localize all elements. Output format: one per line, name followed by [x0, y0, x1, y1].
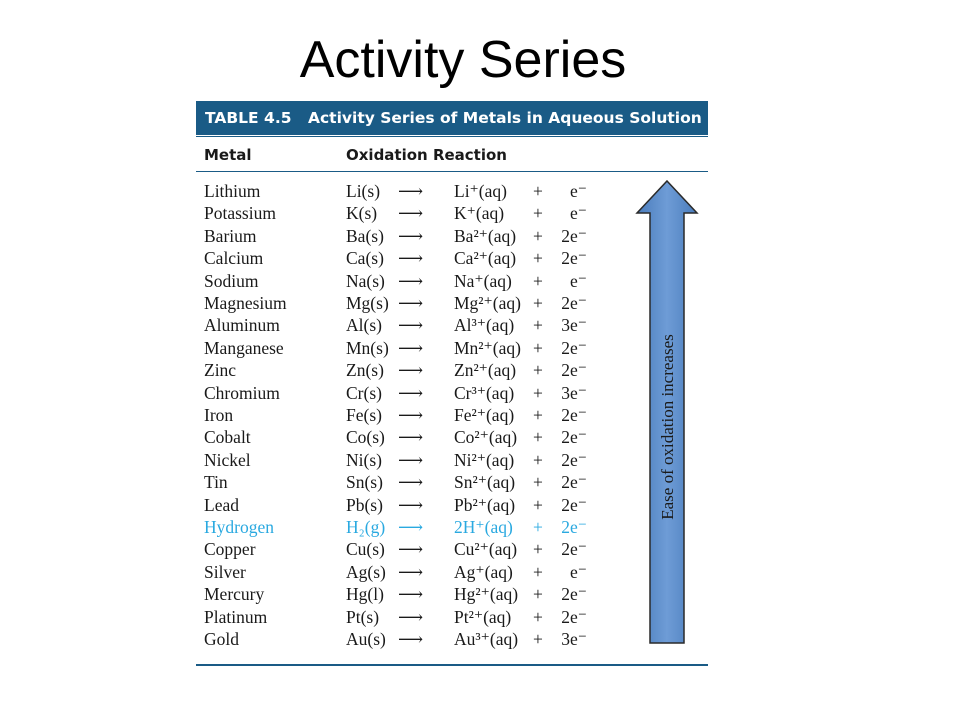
plus-sign: +: [533, 203, 543, 224]
reactant: Sn(s): [346, 472, 383, 493]
reactant: Pb(s): [346, 494, 383, 515]
plus-sign: +: [533, 517, 543, 537]
plus-sign: +: [533, 427, 543, 448]
reactant: Mg(s): [346, 293, 389, 313]
metal-name: Zinc: [204, 360, 237, 381]
reactant: Co(s): [346, 427, 385, 448]
reactant: Ca(s): [346, 248, 384, 269]
plus-sign: +: [533, 584, 543, 605]
metal-name: Chromium: [204, 382, 280, 403]
reaction-arrow: ⟶: [398, 382, 424, 403]
product: Mn²⁺(aq): [454, 337, 521, 358]
reaction-arrow: ⟶: [398, 248, 424, 269]
column-header-metal: Metal: [204, 146, 252, 164]
reaction-arrow: ⟶: [398, 315, 424, 336]
metal-name: Copper: [204, 539, 256, 560]
table-bottom-rule: [196, 664, 708, 666]
plus-sign: +: [533, 539, 543, 560]
column-header-top-rule: [196, 136, 708, 137]
electrons: 2e⁻: [561, 248, 587, 269]
slide-title: Activity Series: [299, 31, 627, 89]
product: Au³⁺(aq): [454, 629, 519, 649]
electrons: 3e⁻: [561, 629, 587, 649]
reactant: Li(s): [346, 181, 381, 201]
reaction-arrow: ⟶: [398, 606, 424, 627]
electrons: 3e⁻: [561, 382, 587, 403]
electrons: e⁻: [569, 203, 587, 224]
metal-name: Silver: [204, 561, 246, 582]
metal-name: Lead: [204, 494, 239, 515]
reaction-arrow: ⟶: [398, 517, 424, 537]
plus-sign: +: [533, 449, 543, 470]
product: Al³⁺(aq): [454, 315, 515, 336]
product: Cr³⁺(aq): [454, 382, 515, 403]
plus-sign: +: [533, 606, 543, 627]
product: Hg²⁺(aq): [454, 584, 519, 605]
electrons: e⁻: [569, 181, 587, 201]
reaction-arrow: ⟶: [398, 584, 424, 605]
reaction-arrow: ⟶: [398, 225, 424, 246]
electrons: 2e⁻: [561, 472, 587, 493]
plus-sign: +: [533, 629, 543, 649]
plus-sign: +: [533, 337, 543, 358]
product: Pb²⁺(aq): [454, 494, 516, 515]
reaction-arrow: ⟶: [398, 293, 424, 313]
product: Ba²⁺(aq): [454, 225, 517, 246]
reaction-arrow: ⟶: [398, 427, 424, 448]
reaction-arrow: ⟶: [398, 270, 424, 291]
product: Ni²⁺(aq): [454, 449, 515, 470]
product: Na⁺(aq): [454, 270, 512, 291]
plus-sign: +: [533, 270, 543, 291]
reaction-arrow: ⟶: [398, 181, 424, 201]
electrons: 2e⁻: [561, 606, 587, 627]
metal-name: Iron: [204, 405, 234, 425]
reactant: Hg(l): [346, 584, 384, 605]
reactant: Mn(s): [346, 337, 389, 358]
electrons: 2e⁻: [561, 337, 587, 358]
metal-name: Sodium: [204, 270, 259, 291]
electrons: e⁻: [569, 561, 587, 582]
product: Pt²⁺(aq): [454, 606, 512, 627]
plus-sign: +: [533, 225, 543, 246]
plus-sign: +: [533, 248, 543, 269]
reactant: Ni(s): [346, 449, 382, 470]
electrons: 2e⁻: [561, 360, 587, 381]
product: Ca²⁺(aq): [454, 248, 517, 269]
column-headers: [204, 144, 604, 168]
metal-name: Hydrogen: [204, 517, 274, 537]
reaction-arrow: ⟶: [398, 539, 424, 560]
table-caption: Activity Series of Metals in Aqueous Solution: [308, 109, 702, 127]
reaction-arrow: ⟶: [398, 203, 424, 224]
reactant: K(s): [346, 203, 378, 224]
electrons: 2e⁻: [561, 494, 587, 515]
plus-sign: +: [533, 405, 543, 425]
column-header-oxidation-reaction: Oxidation Reaction: [346, 146, 507, 164]
plus-sign: +: [533, 293, 543, 313]
reactant: Pt(s): [346, 606, 380, 627]
table-number: TABLE 4.5: [205, 109, 292, 127]
metal-name: Gold: [204, 629, 239, 649]
electrons: 2e⁻: [561, 539, 587, 560]
reactant: Cr(s): [346, 382, 382, 403]
plus-sign: +: [533, 360, 543, 381]
column-header-bottom-rule: [196, 171, 708, 172]
metal-name: Aluminum: [204, 315, 280, 336]
arrow-label-text: Ease of oxidation increases: [658, 334, 677, 520]
product: Zn²⁺(aq): [454, 360, 517, 381]
reactant: Zn(s): [346, 360, 384, 381]
electrons: 2e⁻: [561, 449, 587, 470]
reactant: Ba(s): [346, 225, 384, 246]
metal-name: Magnesium: [204, 293, 287, 313]
metal-name: Lithium: [204, 181, 261, 201]
product: Li⁺(aq): [454, 181, 507, 201]
reactant: Na(s): [346, 270, 385, 291]
electrons: 3e⁻: [561, 315, 587, 336]
electrons: 2e⁻: [561, 405, 587, 425]
metal-name: Nickel: [204, 449, 251, 470]
product: Cu²⁺(aq): [454, 539, 518, 560]
reactant: Fe(s): [346, 405, 382, 425]
plus-sign: +: [533, 382, 543, 403]
reaction-arrow: ⟶: [398, 360, 424, 381]
table-header-bar: [196, 101, 708, 135]
reactant: Al(s): [346, 315, 382, 336]
electrons: 2e⁻: [561, 427, 587, 448]
reaction-arrow: ⟶: [398, 449, 424, 470]
reaction-arrow: ⟶: [398, 472, 424, 493]
plus-sign: +: [533, 561, 543, 582]
reactant: Cu(s): [346, 539, 385, 560]
metal-name: Tin: [204, 472, 228, 493]
reaction-arrow: ⟶: [398, 494, 424, 515]
product: Mg²⁺(aq): [454, 293, 521, 313]
reaction-arrow: ⟶: [398, 561, 424, 582]
reaction-arrow: ⟶: [398, 405, 424, 425]
product: K⁺(aq): [454, 203, 505, 224]
metal-name: Platinum: [204, 606, 268, 627]
plus-sign: +: [533, 494, 543, 515]
electrons: e⁻: [569, 270, 587, 291]
electrons: 2e⁻: [561, 584, 587, 605]
electrons: 2e⁻: [561, 225, 587, 246]
metal-name: Manganese: [204, 337, 284, 358]
metal-name: Potassium: [204, 203, 276, 224]
plus-sign: +: [533, 181, 543, 201]
product: Fe²⁺(aq): [454, 405, 515, 425]
plus-sign: +: [533, 472, 543, 493]
metal-name: Mercury: [204, 584, 265, 605]
reaction-arrow: ⟶: [398, 629, 424, 649]
metal-name: Calcium: [204, 248, 264, 269]
reaction-arrow: ⟶: [398, 337, 424, 358]
product: Co²⁺(aq): [454, 427, 518, 448]
product: Ag⁺(aq): [454, 561, 513, 582]
reactant: H₂(g): [346, 517, 386, 537]
reactant: Au(s): [346, 629, 386, 649]
product: Sn²⁺(aq): [454, 472, 516, 493]
metal-name: Cobalt: [204, 427, 251, 448]
reactant: Ag(s): [346, 561, 386, 582]
electrons: 2e⁻: [561, 517, 587, 537]
product: 2H⁺(aq): [454, 517, 513, 537]
electrons: 2e⁻: [561, 293, 587, 313]
plus-sign: +: [533, 315, 543, 336]
metal-name: Barium: [204, 225, 257, 246]
